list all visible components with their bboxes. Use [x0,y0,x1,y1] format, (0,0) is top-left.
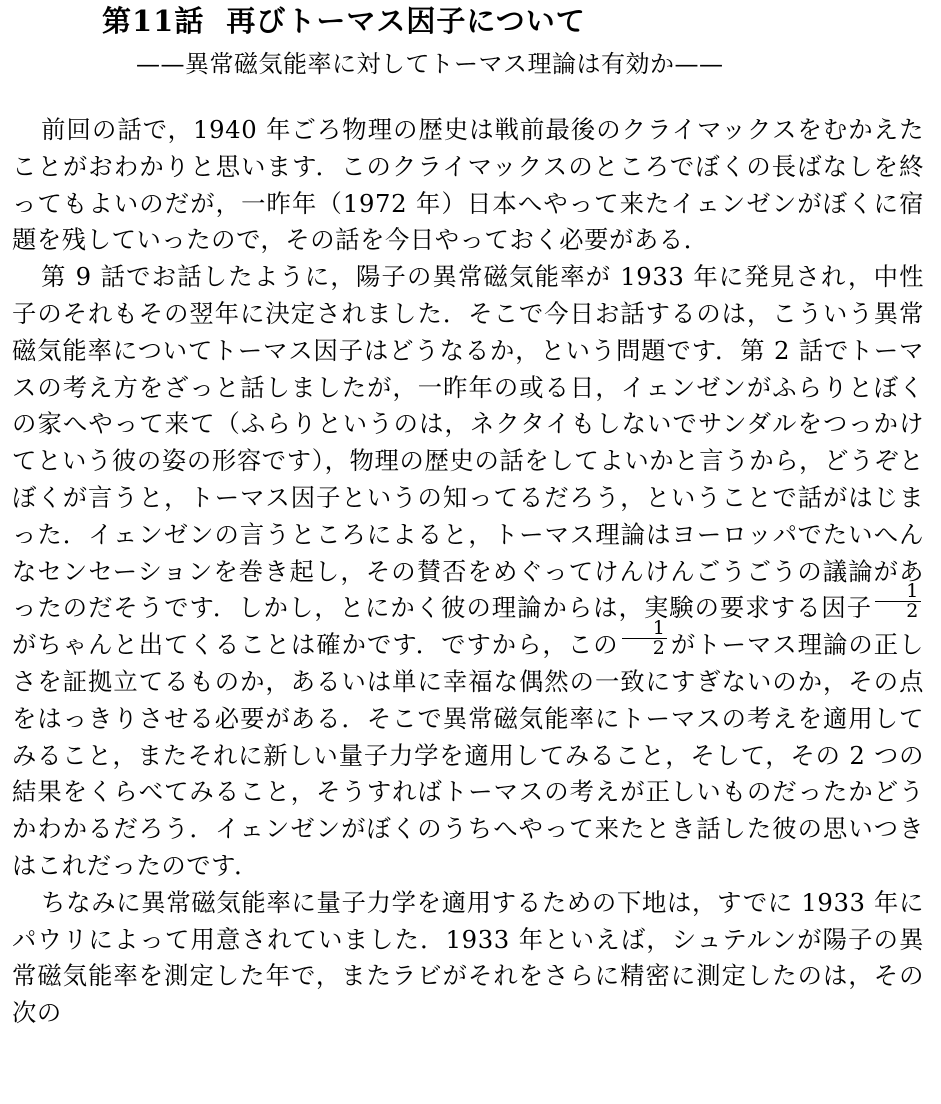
paragraph-1: 前回の話で，1940 年ごろ物理の歴史は戦前最後のクライマックスをむかえたことがおわかりと思います．このクライマックスのところでぼくの長ばなしを終ってもよいのだが，一昨年（1972 年）日本へやって来たイェンゼンがぼくに宿題を残していったので，その話を今日やっておく必要がある． [12,115,924,255]
body-text [12,112,924,1032]
chapter-number: 第11話 [102,4,205,38]
chapter-title: 再びトーマス因子について [226,4,586,38]
fraction-denominator: 2 [652,637,666,660]
paragraph-2-part-3: がトーマス理論の正しさを証拠立てるものか，あるいは単に幸福な偶然の一致にすぎないのか，その点をはっきりさせる必要がある．そこで異常磁気能率にトーマスの考えを適用してみること，またそれに新しい量子力学を適用してみること，そして，その 2 つの結果をくらべてみること，そうすればトーマスの考えが正しいものだったかどうかわかるだろう．イェンゼンがぼくのうちへやって来たとき話した彼の思いつきはこれだったのです． [12,630,924,880]
fraction-denominator: 2 [906,600,919,623]
paragraph-2-part-2: がちゃんと出てくることは確かです．ですから，この [12,630,619,660]
chapter-heading [102,2,586,40]
fraction-numerator: 1 [875,582,921,602]
fraction-numerator: 1 [622,619,668,639]
fraction-one-half [875,582,921,621]
paragraph-2-part-1: 第 9 話でお話したように，陽子の異常磁気能率が 1933 年に発見され，中性子のそれもその翌年に決定されました．そこで今日お話するのは，こういう異常磁気能率についてトーマス因子はどうなるか，という問題です．第 2 話でトーマスの考え方をざっと話しましたが，一昨年の或る日，イェンゼンがふらりとぼくの家へやって来て（ふらりというのは，ネクタイもしないでサンダルをつっかけてという彼の姿の形容です），物理の歴史の話をしてよいかと言うから，どうぞとぼくが言うと，トーマス因子というの知ってるだろう，ということで話がはじまった．イェンゼンの言うところによると，トーマス理論はヨーロッパでたいへんなセンセーションを巻き起し，その賛否をめぐってけんけんごうごうの議論があったのだそうです．しかし，とにかく彼の理論からは，実験の要求する因子 [12,262,924,623]
fraction-one-half [622,619,668,658]
paragraph-2 [12,259,924,885]
paragraph-3: ちなみに異常磁気能率に量子力学を適用するための下地は，すでに 1933 年にパウリによって用意されていました．1933 年といえば，シュテルンが陽子の異常磁気能率を測定した年で，またラビがそれをさらに精密に測定したのは，その次の [12,887,924,1028]
chapter-subtitle: ——異常磁気能率に対してトーマス理論は有効か—— [136,50,724,78]
